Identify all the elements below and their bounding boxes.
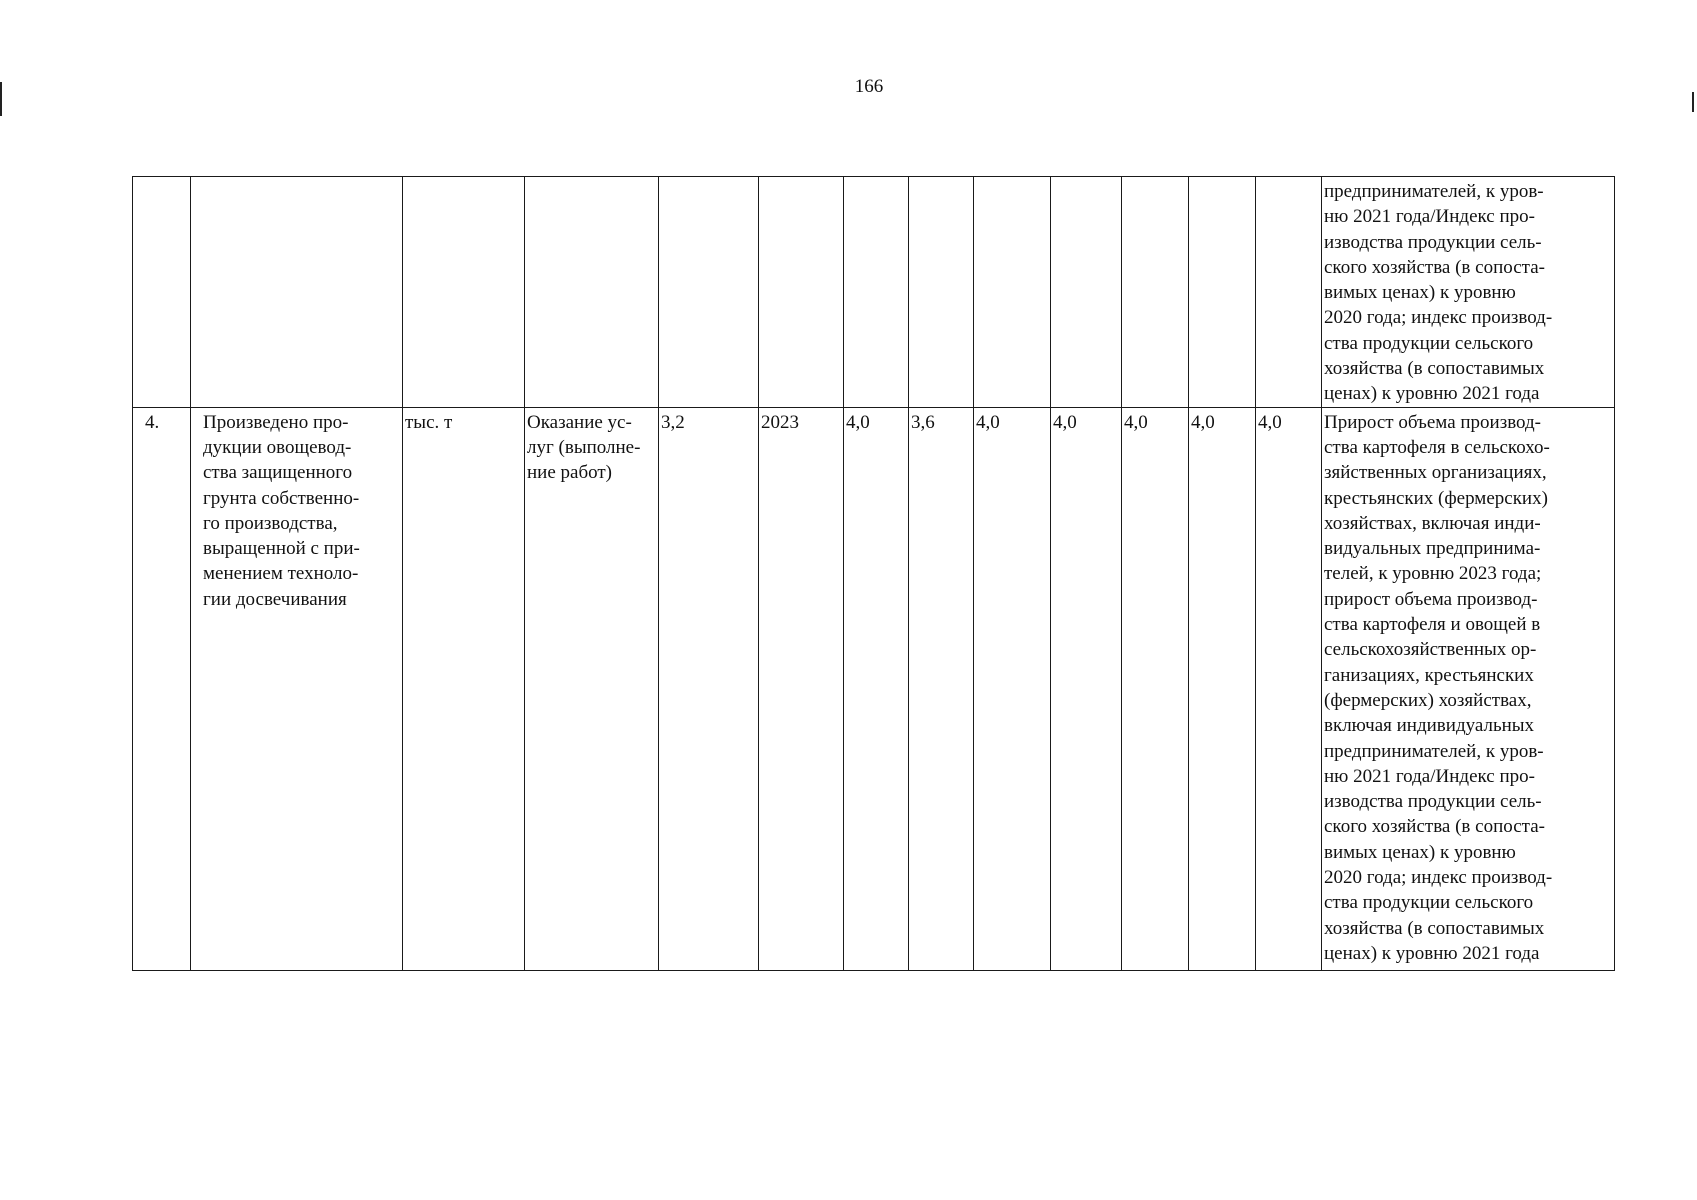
cell-number [133,407,191,970]
table-row-4 [133,407,1615,970]
cell-value [1122,177,1189,408]
text-line: крестьянских (фермерских) [1324,487,1548,509]
cell-note [1322,177,1615,408]
text-line: ню 2021 года/Индекс про- [1324,206,1535,228]
value-5: 4,0 [1124,411,1148,433]
cell-value [844,177,909,408]
scan-edge-mark-left [0,82,2,116]
value-7: 4,0 [1258,411,1282,433]
text-line: Произведено про- [203,411,349,433]
cell-value [1189,177,1256,408]
text-line: ского хозяйства (в сопоста- [1324,256,1545,278]
base-value: 3,2 [661,411,685,433]
text-line: вимых ценах) к уровню [1324,841,1516,863]
value-3: 4,0 [976,411,1000,433]
value-1: 4,0 [846,411,870,433]
cell-value [909,177,974,408]
cell-value [974,177,1051,408]
text-line: Прирост объема производ- [1324,411,1542,433]
text-line: (фермерских) хозяйствах, [1324,689,1532,711]
cell-number [133,177,191,408]
cell-unit [403,407,525,970]
cell-value [909,407,974,970]
text-line: ства картофеля и овощей в [1324,614,1541,636]
cell-value [844,407,909,970]
text-line: предпринимателей, к уров- [1324,740,1544,762]
text-line: гии досвечивания [203,588,347,610]
text-line: ства продукции сельского [1324,892,1534,914]
indicators-table [132,176,1615,971]
cell-value [974,407,1051,970]
cell-base-year [759,177,844,408]
text-line: предпринимателей, к уров- [1324,181,1544,202]
cell-value [1051,177,1122,408]
text-line: 2020 года; индекс производ- [1324,867,1553,889]
text-line: ню 2021 года/Индекс про- [1324,765,1535,787]
cell-indicator [191,407,403,970]
text-line: Оказание ус- [527,411,632,433]
text-line: включая индивидуальных [1324,715,1535,737]
page-number: 166 [854,76,884,97]
row-number: 4. [145,411,160,433]
base-year: 2023 [761,411,799,433]
cell-base-value [659,407,759,970]
text-line: ганизациях, крестьянских [1324,664,1534,686]
cell-value [1122,407,1189,970]
cell-note [1322,407,1615,970]
cell-value [1189,407,1256,970]
text-line: луг (выполне- [527,436,641,458]
text-line: телей, к уровню 2023 года; [1324,563,1542,585]
cell-indicator [191,177,403,408]
text-line: го производства, [203,512,338,534]
note-text [1324,410,1612,967]
value-4: 4,0 [1053,411,1077,433]
text-line: дукции овощевод- [203,436,352,458]
result-type [527,410,656,486]
text-line: изводства продукции сель- [1324,231,1542,253]
text-line: ценах) к уровню 2021 года [1324,942,1540,964]
text-line: видуальных предпринима- [1324,538,1541,560]
text-line: ского хозяйства (в сопоста- [1324,816,1545,838]
text-line: хозяйства (в сопоставимых [1324,917,1545,939]
text-line: сельскохозяйственных ор- [1324,639,1537,661]
value-6: 4,0 [1191,411,1215,433]
value-2: 3,6 [911,411,935,433]
text-line: ства защищенного [203,462,353,484]
text-line: грунта собственно- [203,487,360,509]
cell-base-value [659,177,759,408]
unit: тыс. т [405,411,453,433]
text-line: выращенной с при- [203,538,360,560]
text-line: 2020 года; индекс производ- [1324,307,1553,329]
cell-base-year [759,407,844,970]
text-line: ства картофеля в сельскохо- [1324,436,1550,458]
text-line: зяйственных организациях, [1324,462,1547,484]
indicator-name [193,410,400,612]
cell-unit [403,177,525,408]
cell-value [1256,407,1322,970]
text-line: ства продукции сельского [1324,332,1534,354]
scan-edge-mark-right [1692,92,1694,112]
cell-value [1256,177,1322,408]
table-row-continued [133,177,1615,408]
text-line: ние работ) [527,462,612,484]
text-line: ценах) к уровню 2021 года [1324,383,1540,405]
text-line: изводства продукции сель- [1324,791,1542,813]
cell-type [525,407,659,970]
text-line: прирост объема производ- [1324,588,1538,610]
cell-value [1051,407,1122,970]
cell-type [525,177,659,408]
text-line: хозяйства (в сопоставимых [1324,358,1545,380]
text-line: менением техноло- [203,563,359,585]
text-line: вимых ценах) к уровню [1324,282,1516,304]
note-text-continued [1324,179,1612,407]
text-line: хозяйствах, включая инди- [1324,512,1541,534]
